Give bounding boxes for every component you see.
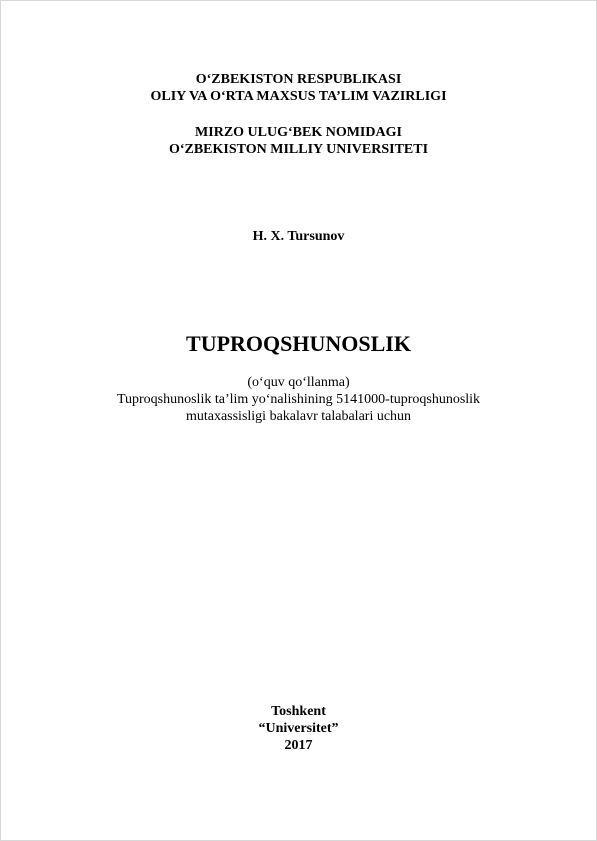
imprint-city: Toshkent	[271, 704, 326, 719]
subtitle-line-1: (o‘quv qo‘llanma)	[247, 375, 350, 390]
imprint-year: 2017	[284, 738, 313, 753]
university-line-2: O‘ZBEKISTON MILLIY UNIVERSITETI	[168, 142, 429, 157]
ministry-line-2: OLIY VA O‘RTA MAXSUS TA’LIM VAZIRLIGI	[150, 89, 447, 104]
subtitle-line-2: Tuproqshunoslik ta’lim yo‘nalishining 5141000-tuproqshunoslik	[116, 392, 481, 407]
book-subtitle	[0, 374, 597, 425]
author-name: H. X. Tursunov	[252, 229, 345, 244]
university-line-1: MIRZO ULUG‘BEK NOMIDAGI	[195, 125, 402, 140]
imprint-publisher: “Universitet”	[258, 721, 339, 736]
ministry-header	[0, 71, 597, 105]
ministry-line-1: O‘ZBEKISTON RESPUBLIKASI	[195, 72, 402, 87]
university-header	[0, 124, 597, 158]
book-title: TUPROQSHUNOSLIK	[186, 331, 411, 356]
imprint	[0, 703, 597, 754]
subtitle-line-3: mutaxassisligi bakalavr talabalari uchun	[185, 409, 412, 424]
